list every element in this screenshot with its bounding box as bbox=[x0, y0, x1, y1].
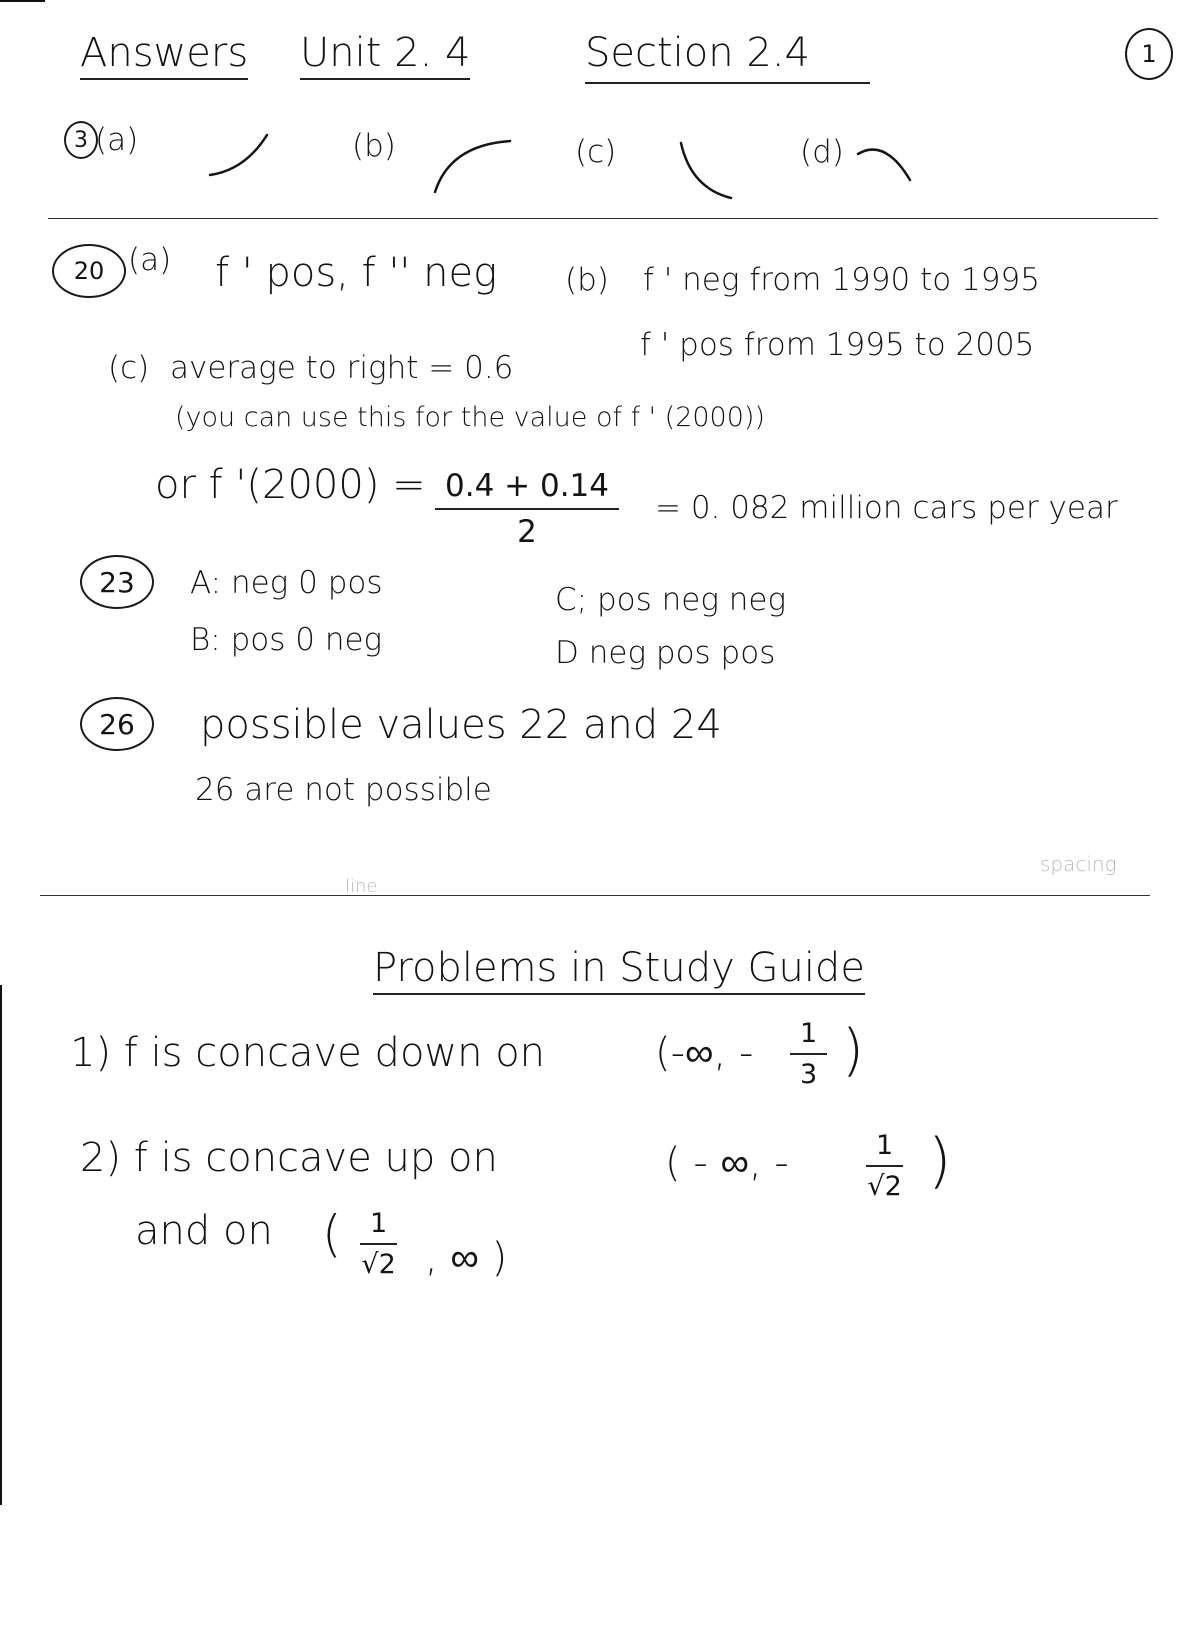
item-2-fraction-numerator: 1 bbox=[866, 1130, 903, 1167]
problem-20-b-text-2: f ' pos from 1995 to 2005 bbox=[640, 327, 1035, 363]
sketch-3c-decreasing-concave-up bbox=[676, 138, 736, 203]
title-answers: Answers bbox=[80, 30, 248, 80]
title-section: Section 2.4 bbox=[585, 30, 870, 84]
study-guide-heading: Problems in Study Guide bbox=[373, 945, 865, 995]
problem-3-b-label: (b) bbox=[352, 128, 396, 164]
problem-20-a-text: f ' pos, f '' neg bbox=[215, 250, 498, 296]
divider-top bbox=[48, 218, 1158, 219]
problem-23-A: A: neg 0 pos bbox=[190, 565, 383, 601]
problem-20-b-label: (b) bbox=[565, 262, 609, 298]
problem-20-fraction bbox=[435, 468, 619, 550]
problem-20-fraction-denominator: 2 bbox=[517, 514, 537, 550]
item-2-fraction bbox=[866, 1130, 903, 1202]
problem-20-c-note: (you can use this for the value of f ' (2000)) bbox=[175, 402, 765, 433]
problem-26-line-2: 26 are not possible bbox=[195, 772, 492, 808]
problem-20-fraction-numerator: 0.4 + 0.14 bbox=[435, 468, 619, 510]
problem-23-number: 23 bbox=[80, 555, 154, 609]
title-unit: Unit 2. 4 bbox=[300, 30, 470, 80]
faint-spacing-mark: spacing bbox=[1040, 852, 1117, 876]
scan-edge-top bbox=[0, 0, 45, 2]
problem-20-or-label: or f '(2000) = bbox=[155, 462, 426, 508]
item-1-interval-close: ) bbox=[842, 1018, 864, 1083]
item-1-interval-open: (-∞, - bbox=[655, 1030, 754, 1076]
scan-edge-left bbox=[0, 985, 2, 1505]
item-2-interval-open: ( - ∞, - bbox=[665, 1140, 789, 1186]
faint-line-mark: line bbox=[345, 876, 378, 897]
item-2b-fraction-numerator: 1 bbox=[360, 1208, 397, 1245]
problem-26-line-1: possible values 22 and 24 bbox=[200, 702, 722, 748]
problem-20-c-text: average to right = 0.6 bbox=[170, 350, 514, 386]
sketch-3d-decreasing-concave-down bbox=[855, 142, 915, 187]
problem-23-C: C; pos neg neg bbox=[555, 582, 787, 618]
problem-3-number: 3 bbox=[64, 121, 98, 159]
problem-20-a-label: (a) bbox=[128, 242, 172, 278]
problem-20-c-label: (c) bbox=[108, 350, 150, 386]
problem-3-d-label: (d) bbox=[800, 134, 844, 170]
problem-20-number: 20 bbox=[52, 244, 126, 298]
sketch-3a-increasing-concave-up bbox=[205, 130, 275, 180]
item-1-fraction-denominator: 3 bbox=[800, 1059, 818, 1090]
item-2b-fraction-denominator: √2 bbox=[361, 1249, 396, 1280]
item-1-fraction bbox=[790, 1018, 827, 1090]
divider-middle bbox=[40, 895, 1150, 896]
item-2b-interval-close: , ∞ ) bbox=[425, 1235, 508, 1281]
item-2b-fraction bbox=[360, 1208, 397, 1280]
problem-23-B: B: pos 0 neg bbox=[190, 622, 383, 658]
problem-20-b-text-1: f ' neg from 1990 to 1995 bbox=[643, 262, 1040, 298]
problem-3-c-label: (c) bbox=[575, 134, 617, 170]
item-2-interval-close: ) bbox=[928, 1126, 952, 1196]
item-2-fraction-denominator: √2 bbox=[867, 1171, 902, 1202]
page-number: 1 bbox=[1125, 28, 1173, 80]
problem-23-D: D neg pos pos bbox=[555, 635, 776, 671]
problem-26-number: 26 bbox=[80, 697, 154, 751]
item-1-fraction-numerator: 1 bbox=[790, 1018, 827, 1055]
study-guide-item-1: 1) f is concave down on bbox=[70, 1030, 546, 1076]
study-guide-item-2b: and on bbox=[135, 1208, 273, 1254]
problem-20-result: = 0. 082 million cars per year bbox=[655, 490, 1118, 526]
study-guide-item-2: 2) f is concave up on bbox=[80, 1135, 498, 1181]
problem-3-a-label: (a) bbox=[95, 122, 139, 158]
sketch-3b-increasing-concave-down bbox=[430, 135, 515, 195]
item-2b-interval-open: ( bbox=[322, 1205, 342, 1263]
